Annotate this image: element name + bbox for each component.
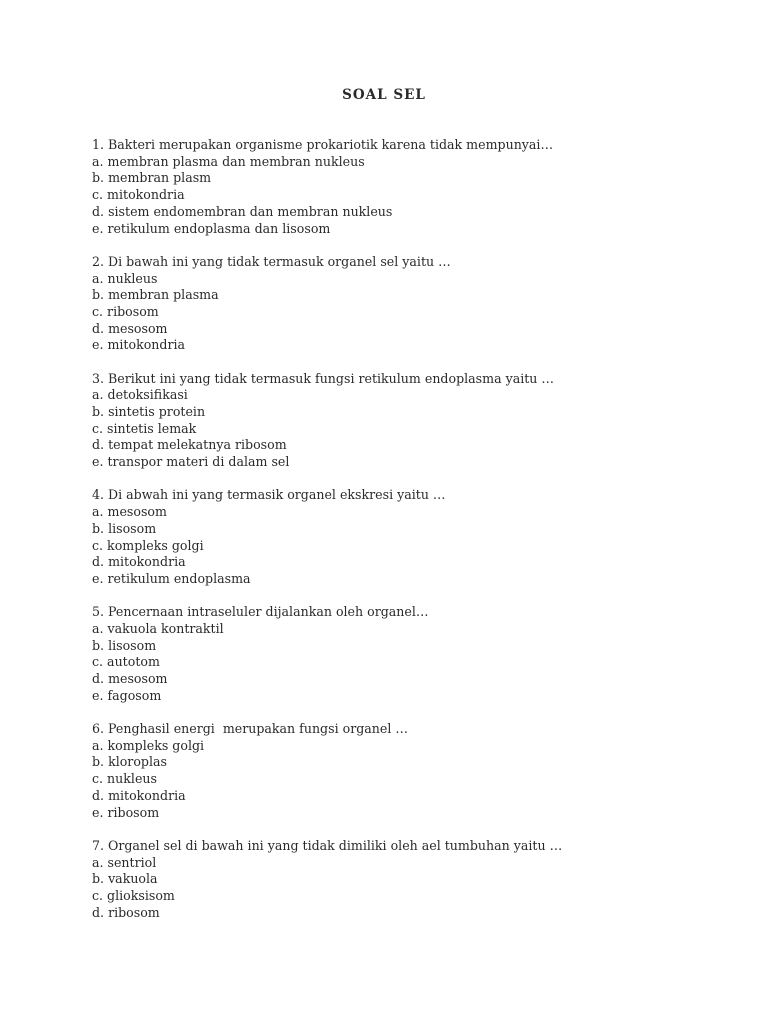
answer-option: b. membran plasma [92, 287, 219, 303]
answer-option: c. kompleks golgi [92, 537, 204, 553]
question-5 [92, 604, 732, 704]
answer-option: e. retikulum endoplasma [92, 570, 251, 586]
answer-option: d. mesosom [92, 320, 168, 336]
answer-option: c. glioksisom [92, 887, 175, 903]
question-text: 4. Di abwah ini yang termasik organel ekskresi yaitu … [92, 487, 446, 503]
question-text: 6. Penghasil energi merupakan fungsi organel … [92, 721, 408, 737]
answer-option: a. vakuola kontraktil [92, 620, 224, 636]
answer-option: e. fagosom [92, 687, 162, 703]
question-3 [92, 371, 732, 471]
question-text: 5. Pencernaan intraseluler dijalankan oleh organel… [92, 604, 429, 620]
answer-option: b. kloroplas [92, 754, 167, 770]
answer-option: a. nukleus [92, 270, 158, 286]
document-title: SOAL SEL [342, 87, 426, 103]
answer-option: c. autotom [92, 654, 160, 670]
answer-option: a. kompleks golgi [92, 737, 205, 753]
answer-option: b. sintetis protein [92, 404, 206, 420]
question-6 [92, 721, 732, 821]
answer-option: e. transpor materi di dalam sel [92, 454, 290, 470]
answer-option: c. ribosom [92, 303, 159, 319]
answer-option: d. tempat melekatnya ribosom [92, 437, 287, 453]
question-list [92, 137, 732, 938]
question-7 [92, 838, 732, 922]
answer-option: a. mesosom [92, 504, 167, 520]
answer-option: d. ribosom [92, 904, 160, 920]
question-text: 2. Di bawah ini yang tidak termasuk organel sel yaitu … [92, 253, 451, 269]
question-text: 1. Bakteri merupakan organisme prokariotik karena tidak mempunyai… [92, 137, 554, 152]
answer-option: a. detoksifikasi [92, 387, 188, 403]
answer-option: c. sintetis lemak [92, 420, 197, 436]
answer-option: c. nukleus [92, 771, 157, 787]
answer-option: d. mesosom [92, 671, 168, 687]
answer-option: a. sentriol [92, 854, 157, 870]
question-text: 7. Organel sel di bawah ini yang tidak dimiliki oleh ael tumbuhan yaitu … [92, 837, 563, 853]
answer-option: b. lisosom [92, 520, 157, 536]
question-2 [92, 254, 732, 354]
answer-option: d. mitokondria [92, 554, 186, 570]
question-text: 3. Berikut ini yang tidak termasuk fungsi retikulum endoplasma yaitu … [92, 370, 555, 386]
answer-option: e. retikulum endoplasma dan lisosom [92, 220, 331, 236]
answer-option: d. mitokondria [92, 787, 186, 803]
question-1 [92, 137, 732, 237]
question-4 [92, 487, 732, 587]
answer-option: a. membran plasma dan membran nukleus [92, 153, 365, 169]
answer-option: b. vakuola [92, 871, 158, 887]
answer-option: e. mitokondria [92, 337, 186, 353]
answer-option: c. mitokondria [92, 187, 185, 203]
answer-option: e. ribosom [92, 804, 160, 820]
answer-option: b. lisosom [92, 637, 157, 653]
answer-option: b. membran plasm [92, 170, 212, 186]
answer-option: d. sistem endomembran dan membran nukleus [92, 203, 393, 219]
